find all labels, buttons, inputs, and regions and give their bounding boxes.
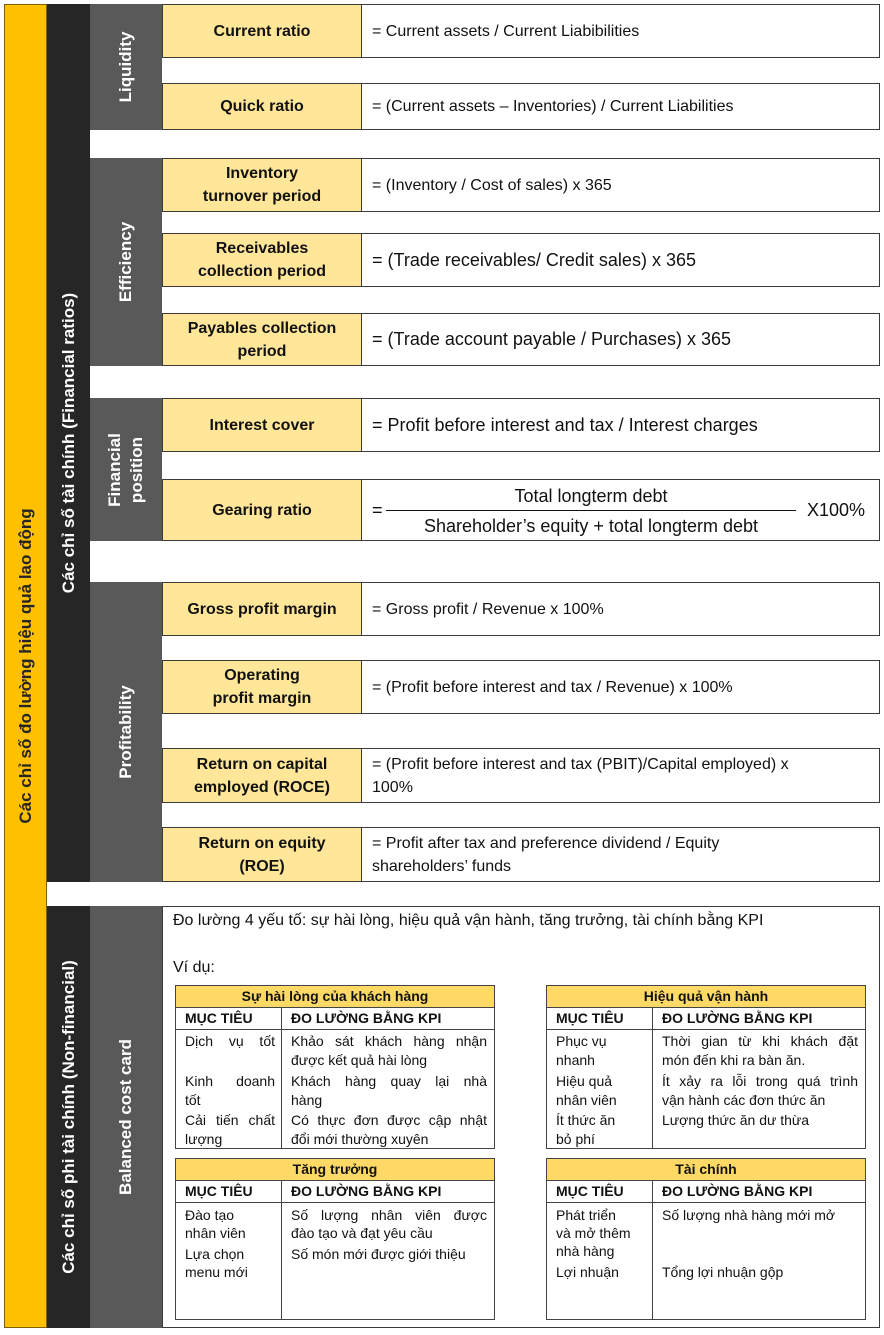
ratio-name-operating-profit-margin [162, 660, 361, 714]
group-efficiency [90, 158, 162, 366]
kpi-measure-line: Có thực đơn được cập nhật [291, 1112, 487, 1128]
ratio-name-interest-cover [162, 398, 361, 452]
non-financial-label: Các chỉ số phi tài chính (Non-financial) [58, 960, 78, 1274]
ratio-name-line2: employed (ROCE) [193, 778, 330, 796]
gearing-denominator: Shareholder’s equity + total longterm debt [423, 516, 759, 536]
ratio-name-receivables-collection [162, 233, 361, 287]
kpi-column-divider [652, 1180, 653, 1319]
ratio-name-gross-profit-margin [162, 582, 361, 636]
kpi-goal-cell [185, 1091, 275, 1110]
ratio-name-text: Gross profit margin [187, 600, 337, 618]
ratio-formula-receivables-collection [361, 233, 880, 287]
kpi-goal-line: và mở thêm [556, 1225, 631, 1241]
kpi-measure-line: Số lượng nhà hàng mới mở [662, 1207, 836, 1223]
kpi-measure-line: hàng [291, 1092, 323, 1108]
kpi-goal-line: Phục vụ [556, 1033, 607, 1049]
kpi-table-title: Hiệu quả vận hành [547, 986, 865, 1008]
ratio-name-line1: Receivables [215, 240, 309, 257]
kpi-goal-cell [556, 1032, 646, 1051]
kpi-measure-cell [291, 1245, 487, 1264]
ratio-name-text [194, 753, 330, 799]
ratio-formula-text: = Current assets / Current Liabibilities [372, 22, 640, 40]
balanced-card-intro: Đo lường 4 yếu tố: sự hài lòng, hiệu quả vận hành, tăng trưởng, tài chính bằng KPI [173, 912, 764, 929]
group-efficiency-label: Efficiency [116, 221, 135, 303]
kpi-goal-line: nhanh [556, 1052, 595, 1068]
ratio-formula-payables-collection [361, 313, 880, 366]
gearing-fraction-bar [386, 510, 796, 511]
kpi-col-kpi: ĐO LƯỜNG BẰNG KPI [662, 1183, 813, 1199]
kpi-goal-line: Đào tạo [185, 1207, 235, 1223]
ratio-formula-line1: = Profit after tax and preference dividend / Equity [372, 834, 720, 852]
kpi-measure-cell [291, 1072, 487, 1091]
ratio-formula-gross-profit-margin [361, 582, 880, 636]
kpi-goal-line: nhà hàng [556, 1243, 615, 1259]
kpi-table-customer-satisfaction [175, 985, 495, 1149]
ratio-name-quick-ratio [162, 83, 361, 130]
kpi-goal-cell [556, 1072, 646, 1091]
kpi-table-finance [546, 1158, 866, 1320]
kpi-column-divider [281, 1180, 282, 1319]
ratio-formula-line1: = (Profit before interest and tax (PBIT)/Capital employed) x [372, 755, 789, 773]
group-liquidity-label: Liquidity [116, 31, 135, 103]
kpi-table-growth [175, 1158, 495, 1320]
kpi-col-kpi: ĐO LƯỜNG BẰNG KPI [662, 1010, 813, 1026]
ratio-formula-operating-profit-margin [361, 660, 880, 714]
kpi-goal-line: bỏ phí [556, 1131, 595, 1147]
ratio-formula-text: = (Trade receivables/ Credit sales) x 365 [372, 249, 696, 270]
ratio-formula-interest-cover [361, 398, 880, 452]
ratio-formula-line2: 100% [372, 778, 413, 796]
kpi-goal-cell [556, 1051, 646, 1070]
group-profitability-label: Profitability [116, 685, 135, 779]
ratio-name-roce [162, 748, 361, 803]
kpi-col-goal: MỤC TIÊU [556, 1010, 624, 1026]
gearing-equals: = [372, 500, 383, 520]
group-liquidity [90, 4, 162, 130]
ratio-formula-text: = (Trade account payable / Purchases) x 365 [372, 329, 732, 349]
kpi-goal-cell [556, 1130, 646, 1149]
ratio-name-line2: (ROE) [239, 857, 285, 875]
kpi-goal-cell [185, 1206, 275, 1225]
group-financial-position-line2: position [127, 436, 146, 503]
kpi-measure-line: Số món mới được giới thiệu [291, 1246, 466, 1262]
kpi-goal-line: nhân viên [185, 1225, 246, 1241]
kpi-goal-line: lượng [185, 1131, 223, 1147]
ratio-name-line1: Payables collection [187, 319, 337, 337]
kpi-header-divider [176, 1029, 494, 1030]
kpi-header-divider [547, 1029, 865, 1030]
kpi-goal-cell [185, 1072, 275, 1091]
kpi-measure-line: vận hành các đơn thức ăn [662, 1092, 826, 1108]
kpi-measure-cell [291, 1051, 487, 1070]
ratio-formula-inventory-turnover [361, 158, 880, 212]
group-financial-position-label [104, 433, 148, 507]
kpi-header-divider [176, 1202, 494, 1203]
kpi-measure-cell [291, 1091, 487, 1110]
kpi-table-operational-efficiency [546, 985, 866, 1149]
kpi-goal-cell [556, 1242, 646, 1261]
ratio-formula-roce [361, 748, 880, 803]
kpi-measure-cell [291, 1206, 487, 1225]
kpi-goal-line: Cải tiến chất [185, 1112, 275, 1128]
ratio-formula-quick-ratio [361, 83, 880, 130]
kpi-col-kpi: ĐO LƯỜNG BẰNG KPI [291, 1183, 442, 1199]
ratio-formula-line2: shareholders’ funds [372, 857, 512, 875]
kpi-measure-line: đổi mới thường xuyên [291, 1131, 429, 1147]
gearing-numerator: Total longterm debt [514, 486, 668, 506]
kpi-measure-cell [662, 1072, 858, 1091]
kpi-goal-cell [556, 1224, 646, 1243]
kpi-measure-line: món đến khi ra bàn ăn. [662, 1052, 806, 1068]
balanced-card-example-label: Ví dụ: [173, 959, 215, 976]
kpi-goal-cell [185, 1224, 275, 1243]
ratio-formula-text: = (Current assets – Inventories) / Current Liabilities [372, 98, 734, 115]
ratio-formula-text: = (Inventory / Cost of sales) x 365 [372, 176, 612, 194]
kpi-goal-cell [185, 1245, 275, 1264]
ratio-name-text: Interest cover [209, 416, 315, 434]
kpi-goal-cell [556, 1111, 646, 1130]
ratio-name-line1: Inventory [225, 165, 298, 182]
ratio-name-current-ratio [162, 4, 361, 58]
kpi-goal-cell [185, 1263, 275, 1282]
group-balanced-cost-card-label: Balanced cost card [116, 1039, 135, 1195]
kpi-measure-line: Khách hàng quay lại nhà [291, 1073, 487, 1089]
kpi-col-goal: MỤC TIÊU [185, 1183, 253, 1199]
kpi-goal-line: nhân viên [556, 1092, 617, 1108]
ratio-name-line2: collection period [197, 263, 326, 280]
ratio-name-line2: turnover period [202, 188, 322, 205]
ratio-formula-text: = Profit before interest and tax / Interest charges [372, 414, 758, 435]
ratio-formula-text [372, 753, 789, 799]
kpi-goal-line: tốt [185, 1092, 201, 1108]
kpi-goal-line: Phát triển [556, 1207, 616, 1223]
ratio-name-line1: Operating [224, 667, 300, 684]
kpi-measure-cell [662, 1091, 858, 1110]
kpi-measure-line: Ít xảy ra lỗi trong quá trình [662, 1073, 858, 1089]
kpi-goal-line: Lợi nhuận [556, 1264, 619, 1280]
kpi-measure-line: Thời gian từ khi khách đặt [662, 1033, 858, 1049]
group-financial-position [90, 398, 162, 541]
ratio-name-roe [162, 827, 361, 882]
kpi-measure-line: đào tạo và đạt yêu cầu [291, 1225, 433, 1241]
kpi-goal-line: Dịch vụ tốt [185, 1033, 275, 1049]
ratio-formula-text: = (Profit before interest and tax / Revenue) x 100% [372, 678, 733, 696]
kpi-goal-cell [185, 1111, 275, 1130]
kpi-measure-cell [662, 1206, 858, 1225]
non-financial-bar [47, 906, 90, 1328]
ratio-name-line1: Return on capital [196, 755, 328, 773]
ratio-formula-roe [361, 827, 880, 882]
group-financial-position-line1: Financial [105, 432, 124, 507]
ratio-name-gearing-ratio [162, 479, 361, 541]
kpi-table-title: Tài chính [547, 1159, 865, 1181]
kpi-goal-cell [556, 1206, 646, 1225]
kpi-table-title: Sự hài lòng của khách hàng [176, 986, 494, 1008]
ratio-name-inventory-turnover [162, 158, 361, 212]
kpi-measure-cell [662, 1263, 858, 1282]
financial-ratios-label: Các chỉ số tài chính (Financial ratios) [58, 292, 78, 594]
kpi-goal-cell [556, 1263, 646, 1282]
ratio-name-text: Current ratio [213, 22, 311, 40]
kpi-goal-line: Hiệu quả [556, 1073, 613, 1089]
kpi-goal-line: Ít thức ăn [556, 1112, 616, 1128]
kpi-measure-cell [662, 1032, 858, 1051]
ratio-formula-gearing-ratio [361, 479, 880, 541]
kpi-header-divider [547, 1202, 865, 1203]
ratio-name-text [203, 162, 321, 208]
kpi-measure-cell [291, 1032, 487, 1051]
ratio-name-payables-collection [162, 313, 361, 366]
ratio-name-text [213, 664, 312, 710]
outer-category-bar [4, 4, 47, 1328]
group-profitability [90, 582, 162, 882]
kpi-measure-cell [291, 1111, 487, 1130]
ratio-name-text: Gearing ratio [212, 501, 312, 519]
financial-ratios-bar [47, 4, 90, 882]
ratio-formula-current-ratio [361, 4, 880, 58]
kpi-measure-cell [291, 1130, 487, 1149]
gearing-multiplier: X100% [807, 500, 866, 520]
ratio-name-text [188, 317, 337, 363]
ratio-name-line2: period [237, 342, 287, 360]
kpi-measure-line: được kết quả hài lòng [291, 1052, 428, 1068]
kpi-measure-line: Lượng thức ăn dư thừa [662, 1112, 810, 1128]
ratio-formula-text: = Gross profit / Revenue x 100% [372, 600, 604, 618]
kpi-measure-cell [662, 1051, 858, 1070]
kpi-measure-line: Số lượng nhân viên được [291, 1207, 487, 1223]
kpi-goal-line: menu mới [185, 1264, 248, 1280]
outer-category-label: Các chỉ số đo lường hiệu quả lao động [15, 508, 35, 824]
kpi-table-title: Tăng trưởng [176, 1159, 494, 1181]
kpi-goal-line: Kinh doanh [185, 1073, 275, 1089]
kpi-measure-line: Khảo sát khách hàng nhận [291, 1033, 487, 1049]
kpi-goal-line: Lựa chọn [185, 1246, 245, 1262]
kpi-measure-line: Tổng lợi nhuận gộp [662, 1264, 784, 1280]
kpi-goal-cell [185, 1130, 275, 1149]
ratio-name-text: Quick ratio [220, 98, 304, 115]
ratio-name-line2: profit margin [212, 690, 312, 707]
ratio-formula-text [372, 832, 719, 878]
kpi-col-goal: MỤC TIÊU [185, 1010, 253, 1026]
ratio-name-line1: Return on equity [198, 834, 326, 852]
ratio-name-text [198, 237, 326, 283]
group-balanced-cost-card [90, 906, 162, 1328]
kpi-goal-cell [556, 1091, 646, 1110]
kpi-measure-cell [291, 1224, 487, 1243]
kpi-measure-cell [662, 1111, 858, 1130]
kpi-col-kpi: ĐO LƯỜNG BẰNG KPI [291, 1010, 442, 1026]
ratio-name-text [198, 832, 325, 878]
kpi-goal-cell [185, 1032, 275, 1051]
kpi-col-goal: MỤC TIÊU [556, 1183, 624, 1199]
